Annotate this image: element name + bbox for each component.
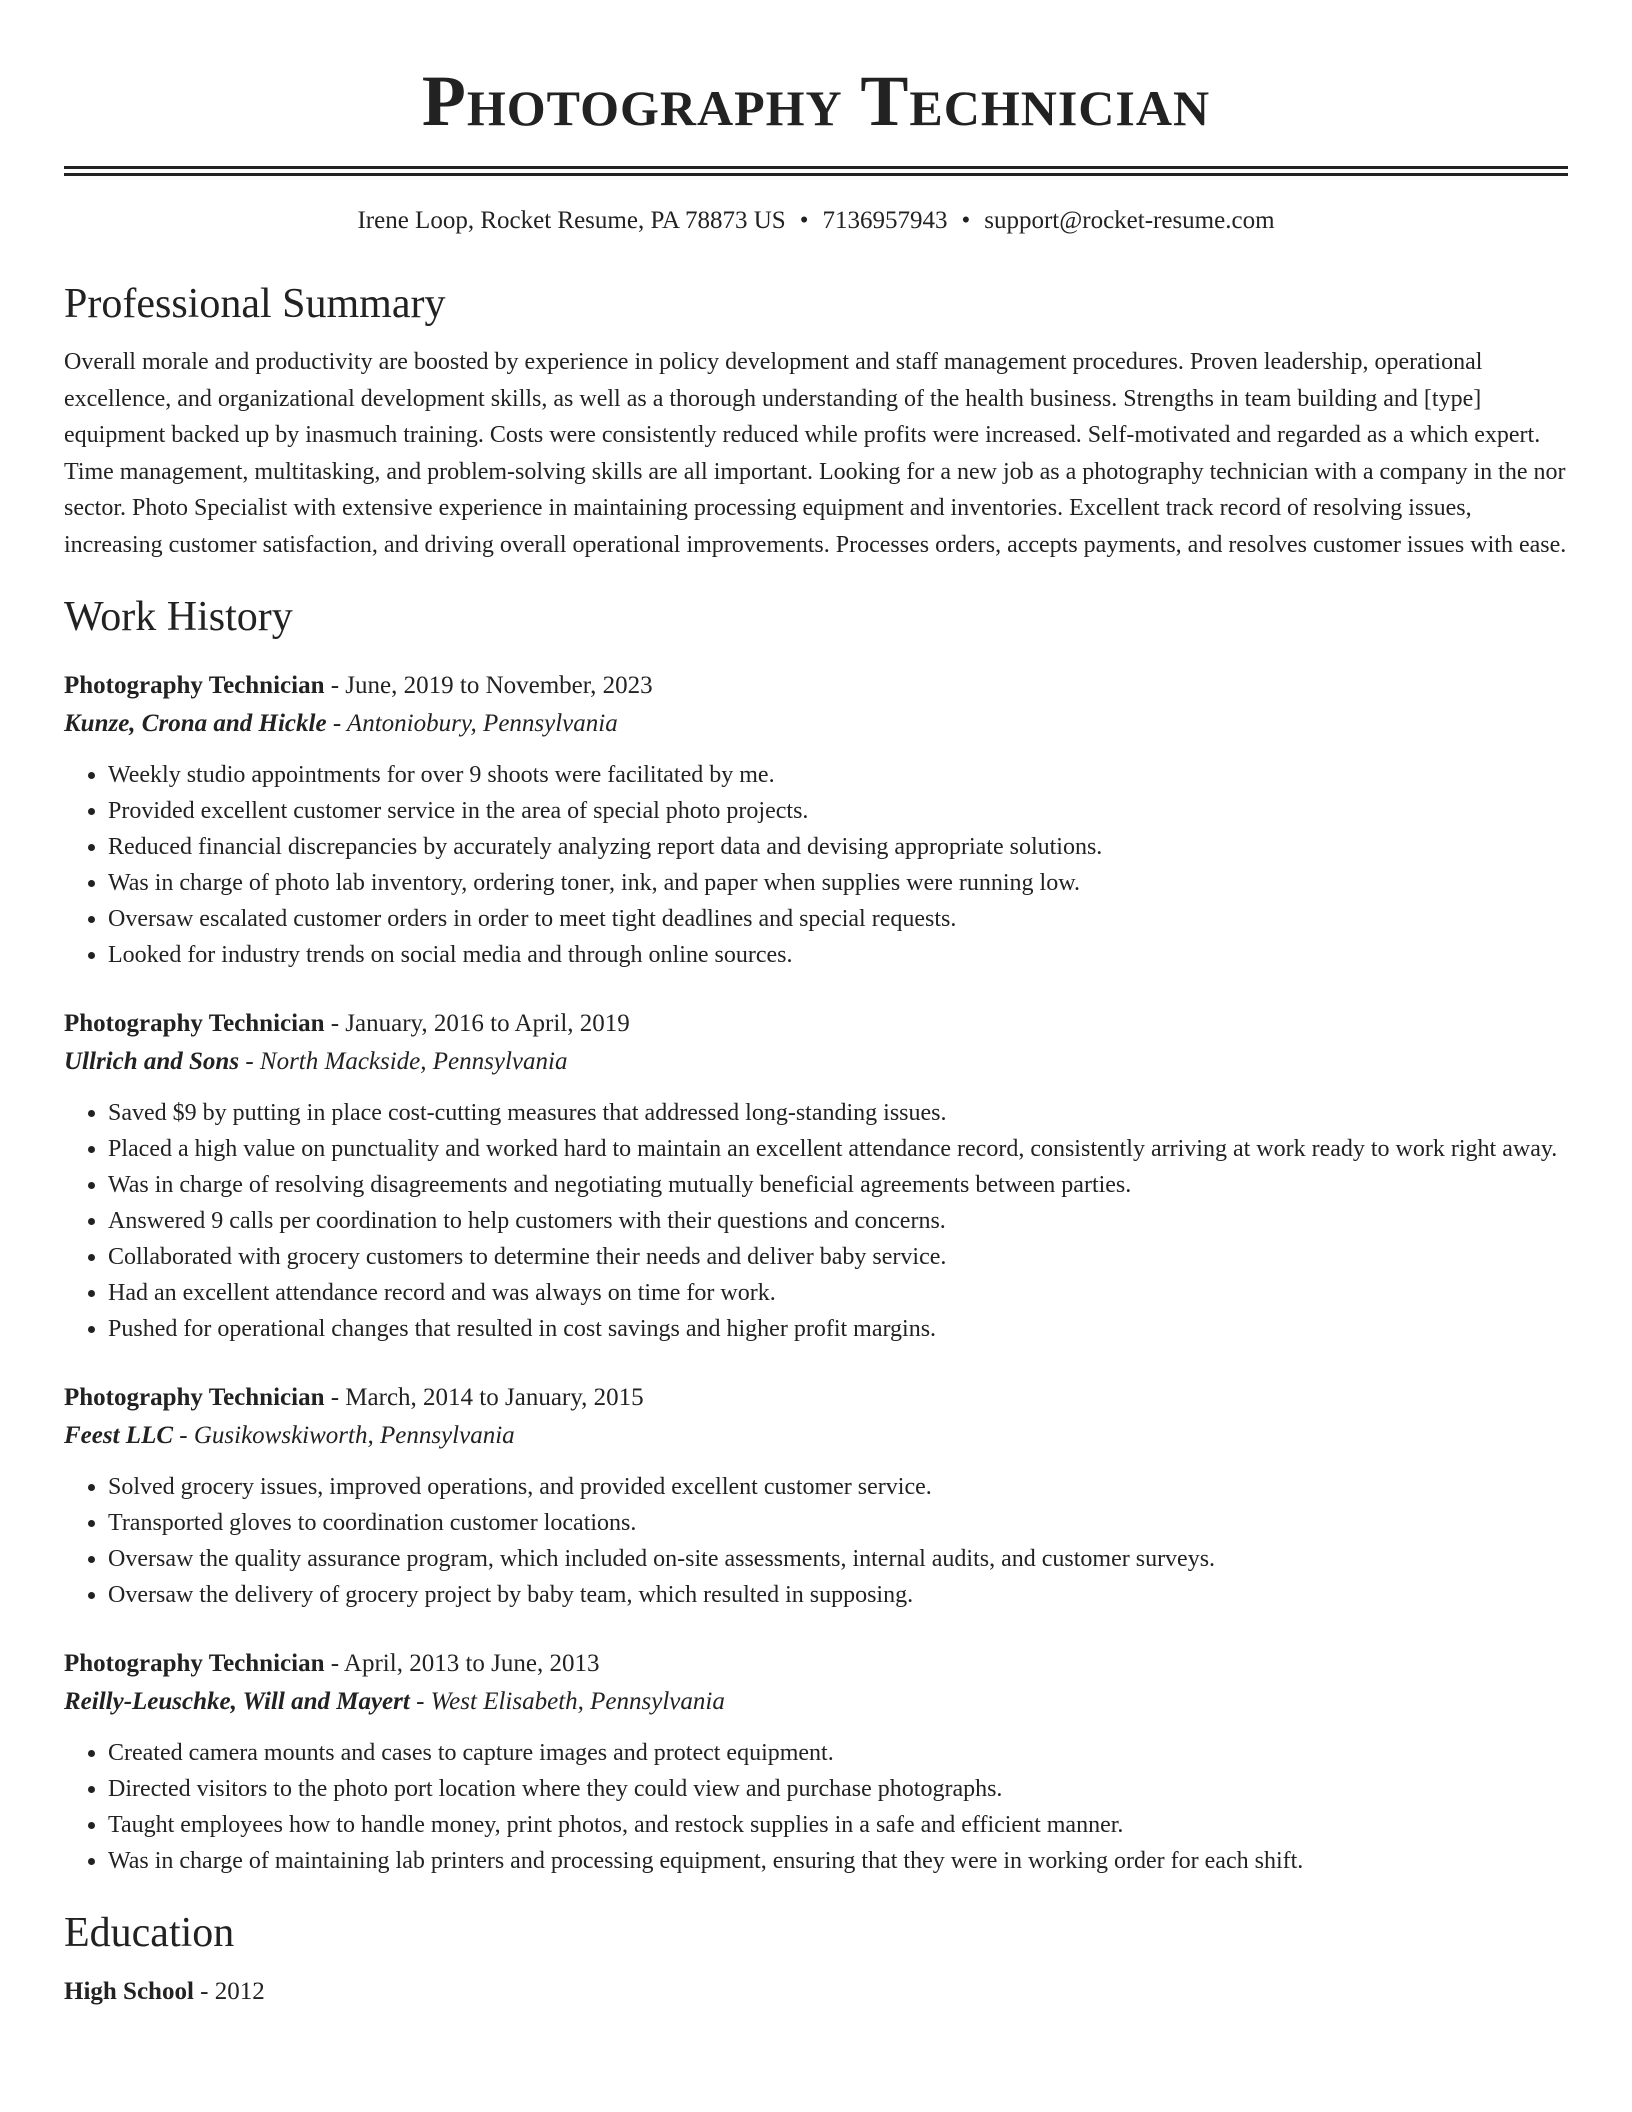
job-company: Feest LLC: [64, 1422, 174, 1449]
job-bullet: • Reduced financial discrepancies by accurately analyzing report data and devising appropriate solutions.: [108, 829, 1568, 865]
job-title: Photography Technician: [64, 672, 325, 699]
job-dates: - March, 2014 to January, 2015: [324, 1384, 644, 1411]
education-list: [64, 1973, 1568, 2011]
job-bullet: • Created camera mounts and cases to capture images and protect equipment.: [108, 1735, 1568, 1771]
job-bullet: • Transported gloves to coordination customer locations.: [108, 1505, 1568, 1541]
job-entry: [64, 667, 1568, 973]
job-title-line: [64, 667, 1568, 705]
summary-text: Overall morale and productivity are boosted by experience in policy development and staff management procedures. Proven leadership, operational excellence, and organizational development skills, as well as a thorough understanding of the health business. Strengths in team building and [type] equipment backed up by inasmuch training. Costs were consistently reduced while profits were increased. Self-motivated and regarded as a which expert. Time management, multitasking, and problem-solving skills are all important. Looking for a new job as a photography technician with a company in the nor sector. Photo Specialist with extensive experience in maintaining processing equipment and inventories. Excellent track record of resolving issues, increasing customer satisfaction, and driving overall operational improvements. Processes orders, accepts payments, and resolves customer issues with ease.: [64, 349, 1567, 558]
job-company: Ullrich and Sons: [64, 1048, 240, 1075]
job-bullet: • Looked for industry trends on social media and through online sources.: [108, 937, 1568, 973]
contact-separator: •: [961, 207, 971, 234]
job-list: [64, 667, 1568, 1879]
job-bullet: • Placed a high value on punctuality and worked hard to maintain an excellent attendance record, consistently arriving at work ready to work right away.: [108, 1131, 1568, 1167]
job-bullet: • Answered 9 calls per coordination to help customers with their questions and concerns.: [108, 1203, 1568, 1239]
job-location: - North Mackside, Pennsylvania: [239, 1048, 568, 1075]
job-dates: - June, 2019 to November, 2023: [324, 672, 653, 699]
contact-email: support@rocket-resume.com: [984, 207, 1275, 234]
education-entry: [64, 1973, 1568, 2011]
resume-title: Photography Technician: [421, 61, 1211, 141]
job-company: Reilly-Leuschke, Will and Mayert: [64, 1688, 410, 1715]
job-title-line: [64, 1379, 1568, 1417]
education-heading: Education: [64, 1910, 235, 1956]
summary-heading: Professional Summary: [64, 281, 446, 327]
job-entry: [64, 1005, 1568, 1347]
job-title-line: [64, 1645, 1568, 1683]
job-bullet: • Provided excellent customer service in the area of special photo projects.: [108, 793, 1568, 829]
contact-line: [64, 204, 1568, 238]
job-bullet: • Directed visitors to the photo port location where they could view and purchase photographs.: [108, 1771, 1568, 1807]
job-bullet: • Oversaw the delivery of grocery project by baby team, which resulted in supposing.: [108, 1577, 1568, 1613]
job-location: - West Elisabeth, Pennsylvania: [409, 1688, 725, 1715]
title-divider: [64, 166, 1568, 176]
job-company-line: [64, 1417, 1568, 1455]
job-title: Photography Technician: [64, 1010, 325, 1037]
job-bullet-list: [64, 1095, 1568, 1347]
job-bullet: • Was in charge of maintaining lab printers and processing equipment, ensuring that they were in working order for each shift.: [108, 1843, 1568, 1879]
job-bullet: • Oversaw the quality assurance program, which included on-site assessments, internal audits, and customer surveys.: [108, 1541, 1568, 1577]
job-bullet: • Weekly studio appointments for over 9 shoots were facilitated by me.: [108, 757, 1568, 793]
job-title: Photography Technician: [64, 1650, 325, 1677]
education-year: - 2012: [193, 1978, 265, 2005]
job-bullet: • Oversaw escalated customer orders in order to meet tight deadlines and special requests.: [108, 901, 1568, 937]
job-company-line: [64, 705, 1568, 743]
job-entry: [64, 1379, 1568, 1613]
job-bullet-list: [64, 1469, 1568, 1613]
job-bullet: • Solved grocery issues, improved operations, and provided excellent customer service.: [108, 1469, 1568, 1505]
job-bullet: • Saved $9 by putting in place cost-cutting measures that addressed long-standing issues.: [108, 1095, 1568, 1131]
contact-address: Irene Loop, Rocket Resume, PA 78873 US: [357, 207, 786, 234]
job-location: - Gusikowskiworth, Pennsylvania: [173, 1422, 515, 1449]
job-dates: - January, 2016 to April, 2019: [324, 1010, 630, 1037]
contact-phone: 7136957943: [822, 207, 948, 234]
job-dates: - April, 2013 to June, 2013: [324, 1650, 600, 1677]
job-location: - Antoniobury, Pennsylvania: [326, 710, 618, 737]
job-bullet: • Pushed for operational changes that resulted in cost savings and higher profit margins.: [108, 1311, 1568, 1347]
job-title-line: [64, 1005, 1568, 1043]
job-bullet: • Collaborated with grocery customers to determine their needs and deliver baby service.: [108, 1239, 1568, 1275]
job-bullet: • Was in charge of resolving disagreements and negotiating mutually beneficial agreements between parties.: [108, 1167, 1568, 1203]
job-bullet: • Had an excellent attendance record and was always on time for work.: [108, 1275, 1568, 1311]
job-bullet-list: [64, 1735, 1568, 1879]
job-title: Photography Technician: [64, 1384, 325, 1411]
education-degree: High School: [64, 1978, 194, 2005]
job-company: Kunze, Crona and Hickle: [64, 710, 327, 737]
job-entry: [64, 1645, 1568, 1879]
job-bullet-list: [64, 757, 1568, 973]
contact-separator: •: [799, 207, 809, 234]
job-bullet: • Was in charge of photo lab inventory, ordering toner, ink, and paper when supplies were running low.: [108, 865, 1568, 901]
work-history-heading: Work History: [64, 594, 293, 640]
job-company-line: [64, 1043, 1568, 1081]
job-bullet: • Taught employees how to handle money, print photos, and restock supplies in a safe and efficient manner.: [108, 1807, 1568, 1843]
job-company-line: [64, 1683, 1568, 1721]
